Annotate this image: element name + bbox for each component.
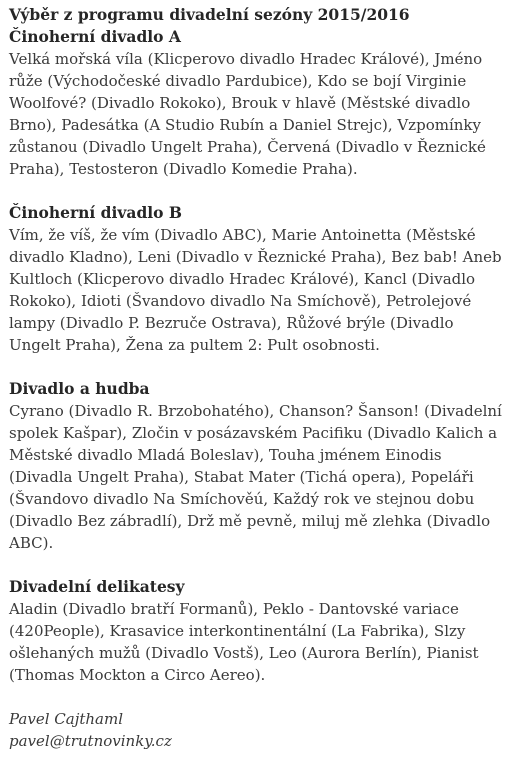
section-divadelni-delikatesy — [9, 576, 502, 686]
section-text: Velká mořská víla (Klicperovo divadlo Hradec Králové), Jméno růže (Východočeské divadlo Pardubice), Kdo se bojí Virginie Woolfové? (Divadlo Rokoko), Brouk v hlavě (Městské divadlo Brno), Padesátka (A Studio Rubín a Daniel Strejc), Vzpomínky zůstanou (Divadlo Ungelt Praha), Červená (Divadlo v Řeznické Praha), Testosteron (Divadlo Komedie Praha). — [9, 50, 486, 178]
section-text: Vím, že víš, že vím (Divadlo ABC), Marie Antoinetta (Městské divadlo Kladno), Leni (Divadlo v Řeznické Praha), Bez bab! Aneb Kultloch (Klicperovo divadlo Hradec Králové), Kancl (Divadlo Rokoko), Idioti (Švandovo divadlo Na Smíchově), Petrolejové lampy (Divadlo P. Bezruče Ostrava), Růžové brýle (Divadlo Ungelt Praha), Žena za pultem 2: Pult osobnosti. — [9, 226, 502, 354]
section-text: Aladin (Divadlo bratří Formanů), Peklo - Dantovské variace (420People), Krasavice interkontinentální (La Fabrika), Slzy ošlehaných mužů (Divadlo Vostš), Leo (Aurora Berlín), Pianist (Thomas Mockton a Circo Aereo). — [9, 600, 479, 684]
section-heading: Činoherní divadlo B — [9, 203, 183, 222]
document-title: Výběr z programu divadelní sezóny 2015/2016 — [9, 5, 410, 24]
author-email: pavel@trutnovinky.cz — [9, 732, 172, 750]
section-cinoherni-b — [9, 202, 502, 356]
section-text: Cyrano (Divadlo R. Brzobohatého), Chanson? Šanson! (Divadelní spolek Kašpar), Zločin v posázavském Pacifiku (Divadlo Kalich a Městské divadlo Mladá Boleslav), Touha jménem Einodis (Divadla Ungelt Praha), Stabat Mater (Tichá opera), Popeláři (Švandovo divadlo Na Smíchověú, Každý rok ve stejnou dobu (Divadlo Bez zábradlí), Drž mě pevně, miluj mě zlehka (Divadlo ABC). — [9, 402, 502, 552]
author-signature — [9, 708, 502, 752]
section-heading: Činoherní divadlo A — [9, 27, 181, 46]
section-divadlo-a-hudba — [9, 378, 502, 554]
section-heading: Divadlo a hudba — [9, 379, 150, 398]
author-name: Pavel Cajthaml — [9, 710, 124, 728]
section-cinoherni-a — [9, 26, 502, 180]
section-heading: Divadelní delikatesy — [9, 577, 185, 596]
